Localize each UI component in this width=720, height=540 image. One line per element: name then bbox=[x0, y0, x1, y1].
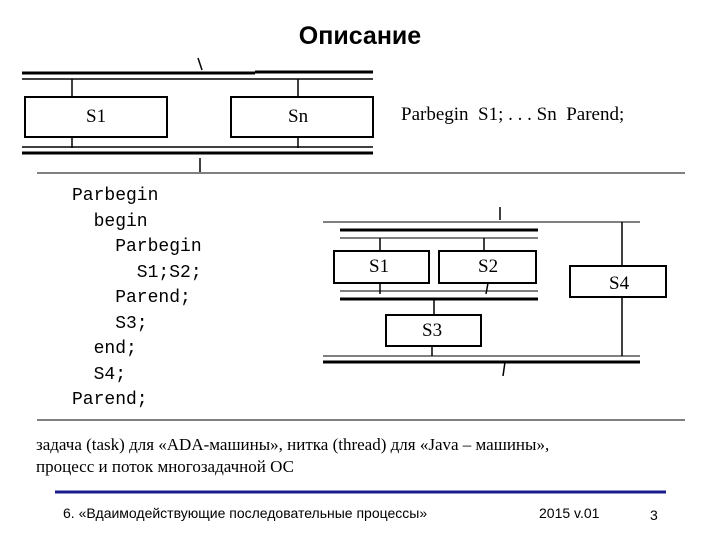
process-label-s4: S4 bbox=[609, 273, 630, 294]
code-line: Parend; bbox=[72, 390, 148, 410]
footer-page-number: 3 bbox=[650, 507, 658, 523]
code-line: S4; bbox=[72, 364, 127, 385]
description-text bbox=[36, 434, 549, 478]
process-label-s2: S2 bbox=[478, 256, 499, 277]
footer-year: 2015 v.01 bbox=[539, 505, 600, 521]
process-label-s1: S1 bbox=[86, 106, 107, 127]
code-line: Parbegin bbox=[72, 186, 159, 206]
description-line-1: задача (task) для «ADA-машины», нитка (thread) для «Java – машины», bbox=[36, 435, 550, 454]
code-line: begin bbox=[72, 211, 148, 232]
slide-title: Описание bbox=[298, 22, 422, 50]
code-line: Parend; bbox=[72, 288, 191, 308]
process-label-s1-bottom: S1 bbox=[369, 256, 390, 277]
code-line: S3; bbox=[72, 313, 148, 334]
description-line-2: процесс и поток многозадачной ОС bbox=[36, 457, 294, 476]
code-block bbox=[72, 184, 202, 414]
process-label-sn: Sn bbox=[288, 106, 309, 127]
process-label-s3: S3 bbox=[422, 320, 443, 341]
parbegin-notation: Parbegin S1; . . . Sn Parend; bbox=[401, 104, 625, 125]
code-line: Parbegin bbox=[72, 237, 202, 257]
code-line: S1;S2; bbox=[72, 262, 202, 283]
code-line: end; bbox=[72, 339, 137, 359]
footer-course: 6. «Вдаимодействующие последовательные процессы» bbox=[63, 505, 428, 521]
